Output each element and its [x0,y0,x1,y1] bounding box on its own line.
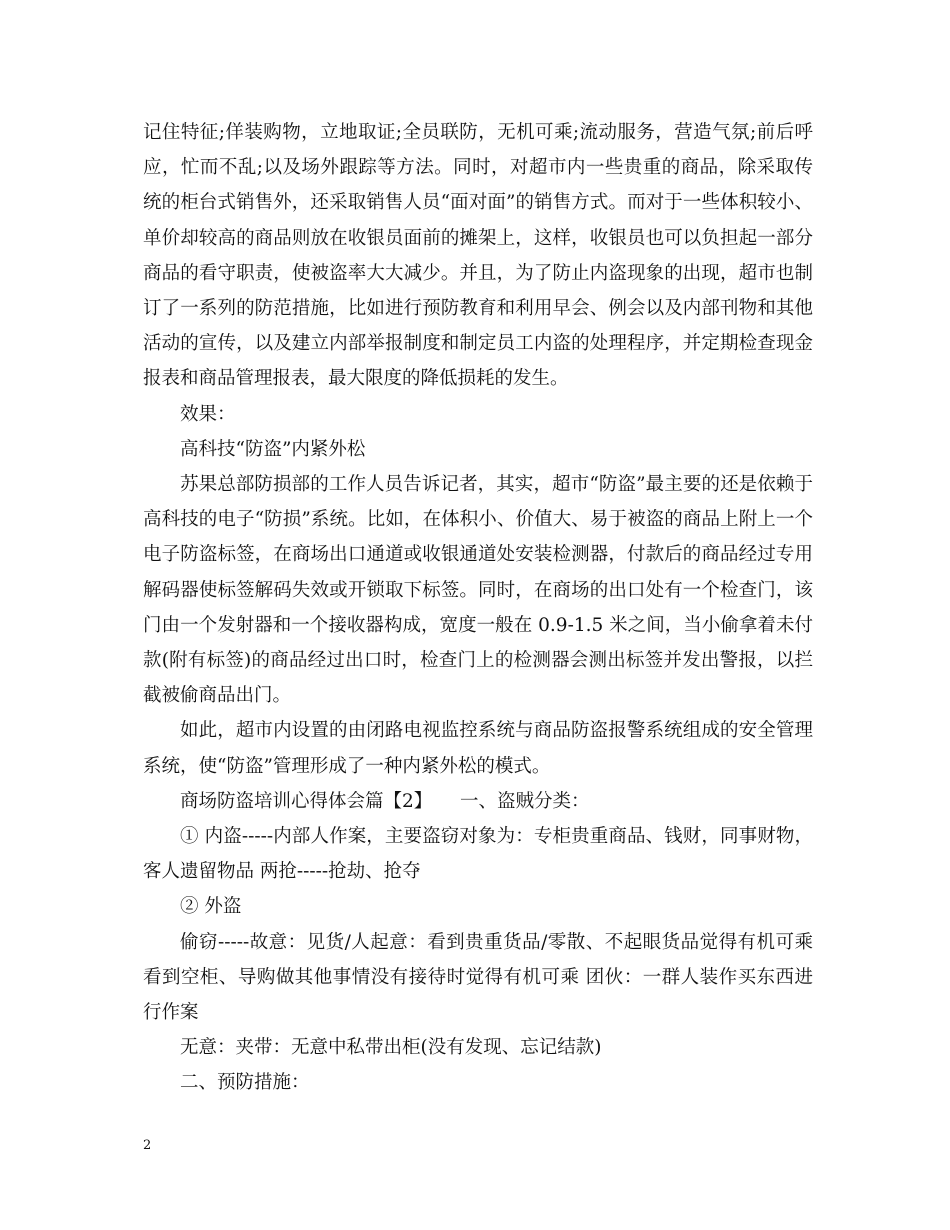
paragraph-effect-label: 效果： [180,403,236,425]
paragraph-loss-prevention-methods: 记住特征;佯装购物，立地取证;全员联防，无机可乘;流动服务，营造气氛;前后呼应，忙而不乱;以及场外跟踪等方法。同时，对超市内一些贵重的商品，除采取传统的柜台式销售外，还采取销售人员“面对面”的销售方式。而对于一些体积较小、单价却较高的商品则放在收银员面前的摊架上，这样，收银员也可以负担起一部分商品的看守职责，使被盗率大大减少。并且，为了防止内盗现象的出现，超市也制订了一系列的防范措施，比如进行预防教育和利用早会、例会以及内部刊物和其他活动的宣传，以及建立内部举报制度和制定员工内盗的处理程序，并定期检查现金报表和商品管理报表，最大限度的降低损耗的发生。 [143,122,813,390]
page-number: 2 [143,1138,152,1153]
paragraph-prevention-measures: 二、预防措施： [180,1072,310,1094]
paragraph-hightech-heading: 高科技“防盗”内紧外松 [180,438,366,460]
paragraph-electronic-system: 苏果总部防损部的工作人员告诉记者，其实，超市“防盗”最主要的还是依赖于高科技的电子“防损”系统。比如，在体积小、价值大、易于被盗的商品上附上一个电子防盗标签，在商场出口通道或收银通道处安装检测器，付款后的商品经过专用解码器使标签解码失效或开锁取下标签。同时，在商场的出口处有一个检查门，该门由一个发射器和一个接收器构成，宽度一般在 0.9-1.5 米之间，当小偷拿着未付款(附有标签)的商品经过出口时，检查门上的检测器会测出标签并发出警报，以拦截被偷商品出门。 [143,474,813,707]
document-body [143,115,813,1101]
paragraph-intentional-theft: 偷窃-----故意：见货/人起意：看到贵重货品/零散、不起眼货品觉得有机可乘 看到空柜、导购做其他事情没有接待时觉得有机可乘 团伙：一群人装作买东西进行作案 [143,931,813,1024]
paragraph-internal-theft: ① 内盗-----内部人作案，主要盗窃对象为：专柜贵重商品、钱财，同事财物，客人遗留物品 两抢-----抢劫、抢夺 [143,826,813,883]
paragraph-security-system-summary: 如此，超市内设置的由闭路电视监控系统与商品防盗报警系统组成的安全管理系统，使“防盗”管理形成了一种内紧外松的模式。 [143,720,813,777]
paragraph-external-theft: ② 外盗 [180,896,242,918]
paragraph-unintentional-theft: 无意：夹带：无意中私带出柜(没有发现、忘记结款) [180,1037,602,1059]
paragraph-section-two-heading: 商场防盗培训心得体会篇【2】 一、盗贼分类： [180,790,590,812]
